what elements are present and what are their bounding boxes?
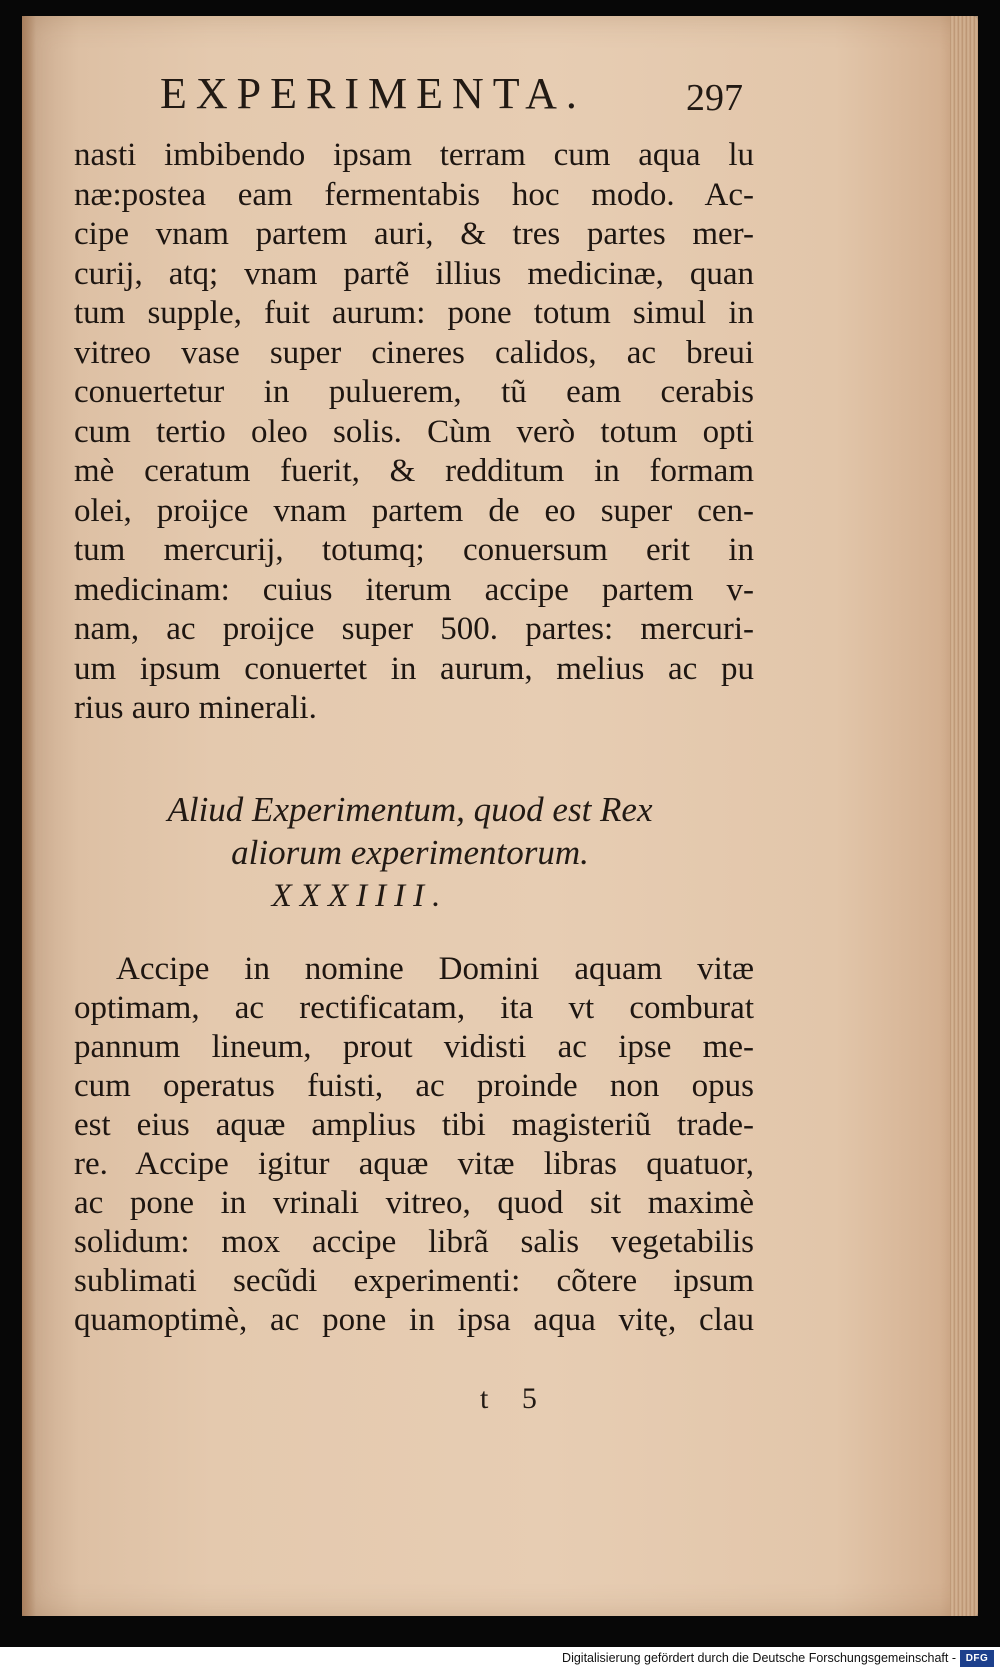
section-number: XXXIIII.	[271, 878, 449, 914]
paragraph-1	[74, 136, 754, 729]
text-line: re. Accipe igitur aquæ vitæ libras quatuor,	[74, 1146, 754, 1182]
text-line: medicinam: cuius iterum accipe partem v-	[74, 571, 754, 608]
text-line: tum supple, fuit aurum: pone totum simul in	[74, 295, 754, 331]
text-line: olei, proijce vnam partem de eo super cen-	[74, 492, 754, 529]
text-line: rius auro minerali.	[74, 690, 317, 726]
text-line: ac pone in vrinali vitreo, quod sit maximè	[74, 1185, 754, 1221]
text-line: cipe vnam partem auri, & tres partes mer-	[74, 216, 754, 252]
text-line: nasti imbibendo ipsam terram cum aqua lu	[74, 137, 754, 173]
signature-mark: t 5	[480, 1382, 537, 1415]
page-gutter-shadow	[22, 16, 36, 1616]
page-fore-edge	[950, 16, 978, 1616]
text-line: optimam, ac rectificatam, ita vt comburat	[74, 990, 754, 1026]
text-line: sublimati secũdi experimenti: cõtere ipsum	[74, 1263, 754, 1299]
section-heading-continued: aliorum experimentorum.	[231, 833, 589, 872]
text-line: curij, atq; vnam partẽ illius medicinæ, quan	[74, 255, 754, 292]
text-line: pannum lineum, prout vidisti ac ipse me-	[74, 1029, 754, 1065]
text-line: vitreo vase super cineres calidos, ac breui	[74, 334, 754, 371]
text-line: cum tertio oleo solis. Cùm verò totum opti	[74, 413, 754, 450]
text-line: est eius aquæ amplius tibi magisteriũ trade-	[74, 1107, 754, 1143]
text-line: cum operatus fuisti, ac proinde non opus	[74, 1068, 754, 1104]
funding-credit: Digitalisierung gefördert durch die Deutsche Forschungsgemeinschaft -	[562, 1651, 956, 1665]
paragraph-2	[74, 950, 754, 1340]
running-head: EXPERIMENTA.	[160, 69, 586, 118]
text-line: quamoptimè, ac pone in ipsa aqua vitę, clau	[74, 1302, 754, 1338]
dfg-logo: DFG	[960, 1650, 994, 1667]
text-line: tum mercurij, totumq; conuersum erit in	[74, 532, 754, 568]
page-number: 297	[686, 77, 743, 119]
text-line: conuertetur in puluerem, tũ eam cerabis	[74, 374, 754, 410]
text-line: um ipsum conuertet in aurum, melius ac pu	[74, 650, 754, 687]
section-heading: Aliud Experimentum, quod est Rex	[167, 790, 653, 829]
text-line: Accipe in nomine Domini aquam vitæ	[116, 951, 754, 987]
text-line: mè ceratum fuerit, & redditum in formam	[74, 453, 754, 489]
text-line: nam, ac proijce super 500. partes: mercuri-	[74, 611, 754, 647]
text-line: solidum: mox accipe librã salis vegetabilis	[74, 1224, 754, 1260]
text-line: næ:postea eam fermentabis hoc modo. Ac-	[74, 176, 754, 213]
digitization-footer	[0, 1647, 1000, 1671]
